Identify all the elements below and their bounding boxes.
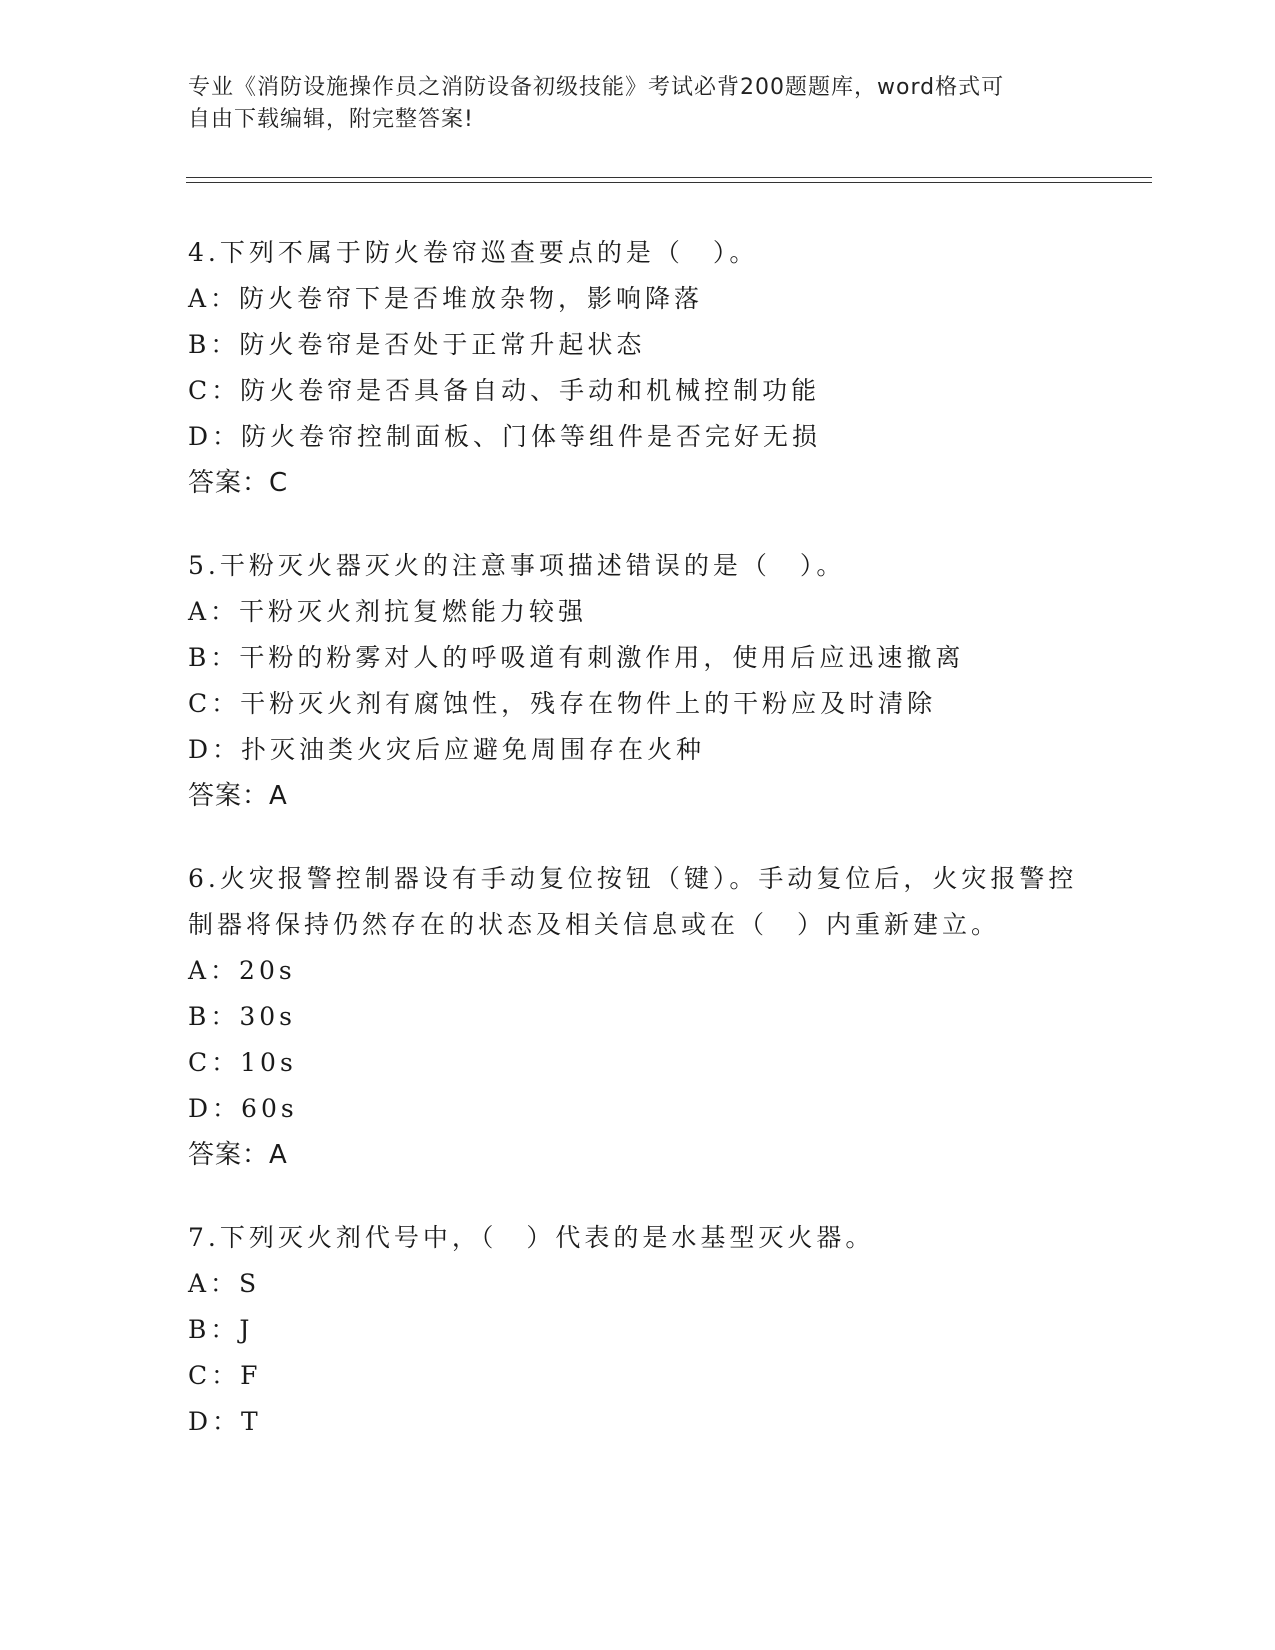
option-a: A：防火卷帘下是否堆放杂物，影响降落	[188, 284, 704, 313]
question-stem: 5.干粉灭火器灭火的注意事项描述错误的是（ ）。	[188, 551, 846, 580]
option-a: A：20s	[188, 956, 296, 985]
header-divider-top	[186, 177, 1152, 178]
answer-line: 答案：A	[188, 1140, 288, 1170]
option-b: B：防火卷帘是否处于正常升起状态	[188, 330, 646, 359]
document-header	[188, 72, 1088, 136]
question-7	[188, 1215, 1088, 1445]
option-d: D：扑灭油类火灾后应避免周围存在火种	[188, 735, 706, 764]
question-stem: 7.下列灭火剂代号中，（ ）代表的是水基型灭火器。	[188, 1223, 875, 1252]
option-c: C：10s	[188, 1048, 297, 1077]
question-stem: 6.火灾报警控制器设有手动复位按钮（键）。手动复位后，火灾报警控制器将保持仍然存在的状态及相关信息或在（ ）内重新建立。	[188, 864, 1078, 939]
option-a: A：干粉灭火剂抗复燃能力较强	[188, 597, 588, 626]
question-list	[188, 230, 1088, 1482]
header-line-2: 自由下载编辑，附完整答案!	[188, 107, 474, 132]
option-c: C：防火卷帘是否具备自动、手动和机械控制功能	[188, 376, 821, 405]
option-a: A：S	[188, 1269, 261, 1298]
option-d: D：60s	[188, 1094, 298, 1123]
question-4	[188, 230, 1088, 506]
option-d: D：防火卷帘控制面板、门体等组件是否完好无损	[188, 422, 822, 451]
header-line-1: 专业《消防设施操作员之消防设备初级技能》考试必背200题题库，word格式可	[188, 75, 1005, 100]
answer-line: 答案：C	[188, 468, 289, 498]
option-c: C：干粉灭火剂有腐蚀性，残存在物件上的干粉应及时清除	[188, 689, 937, 718]
question-6	[188, 856, 1088, 1178]
option-b: B：干粉的粉雾对人的呼吸道有刺激作用，使用后应迅速撤离	[188, 643, 965, 672]
option-d: D：T	[188, 1407, 262, 1436]
option-b: B：J	[188, 1315, 254, 1344]
question-stem: 4.下列不属于防火卷帘巡查要点的是（ ）。	[188, 238, 759, 267]
answer-line: 答案：A	[188, 781, 288, 811]
option-b: B：30s	[188, 1002, 297, 1031]
header-divider-bottom	[186, 182, 1152, 183]
option-c: C：F	[188, 1361, 262, 1390]
question-5	[188, 543, 1088, 819]
